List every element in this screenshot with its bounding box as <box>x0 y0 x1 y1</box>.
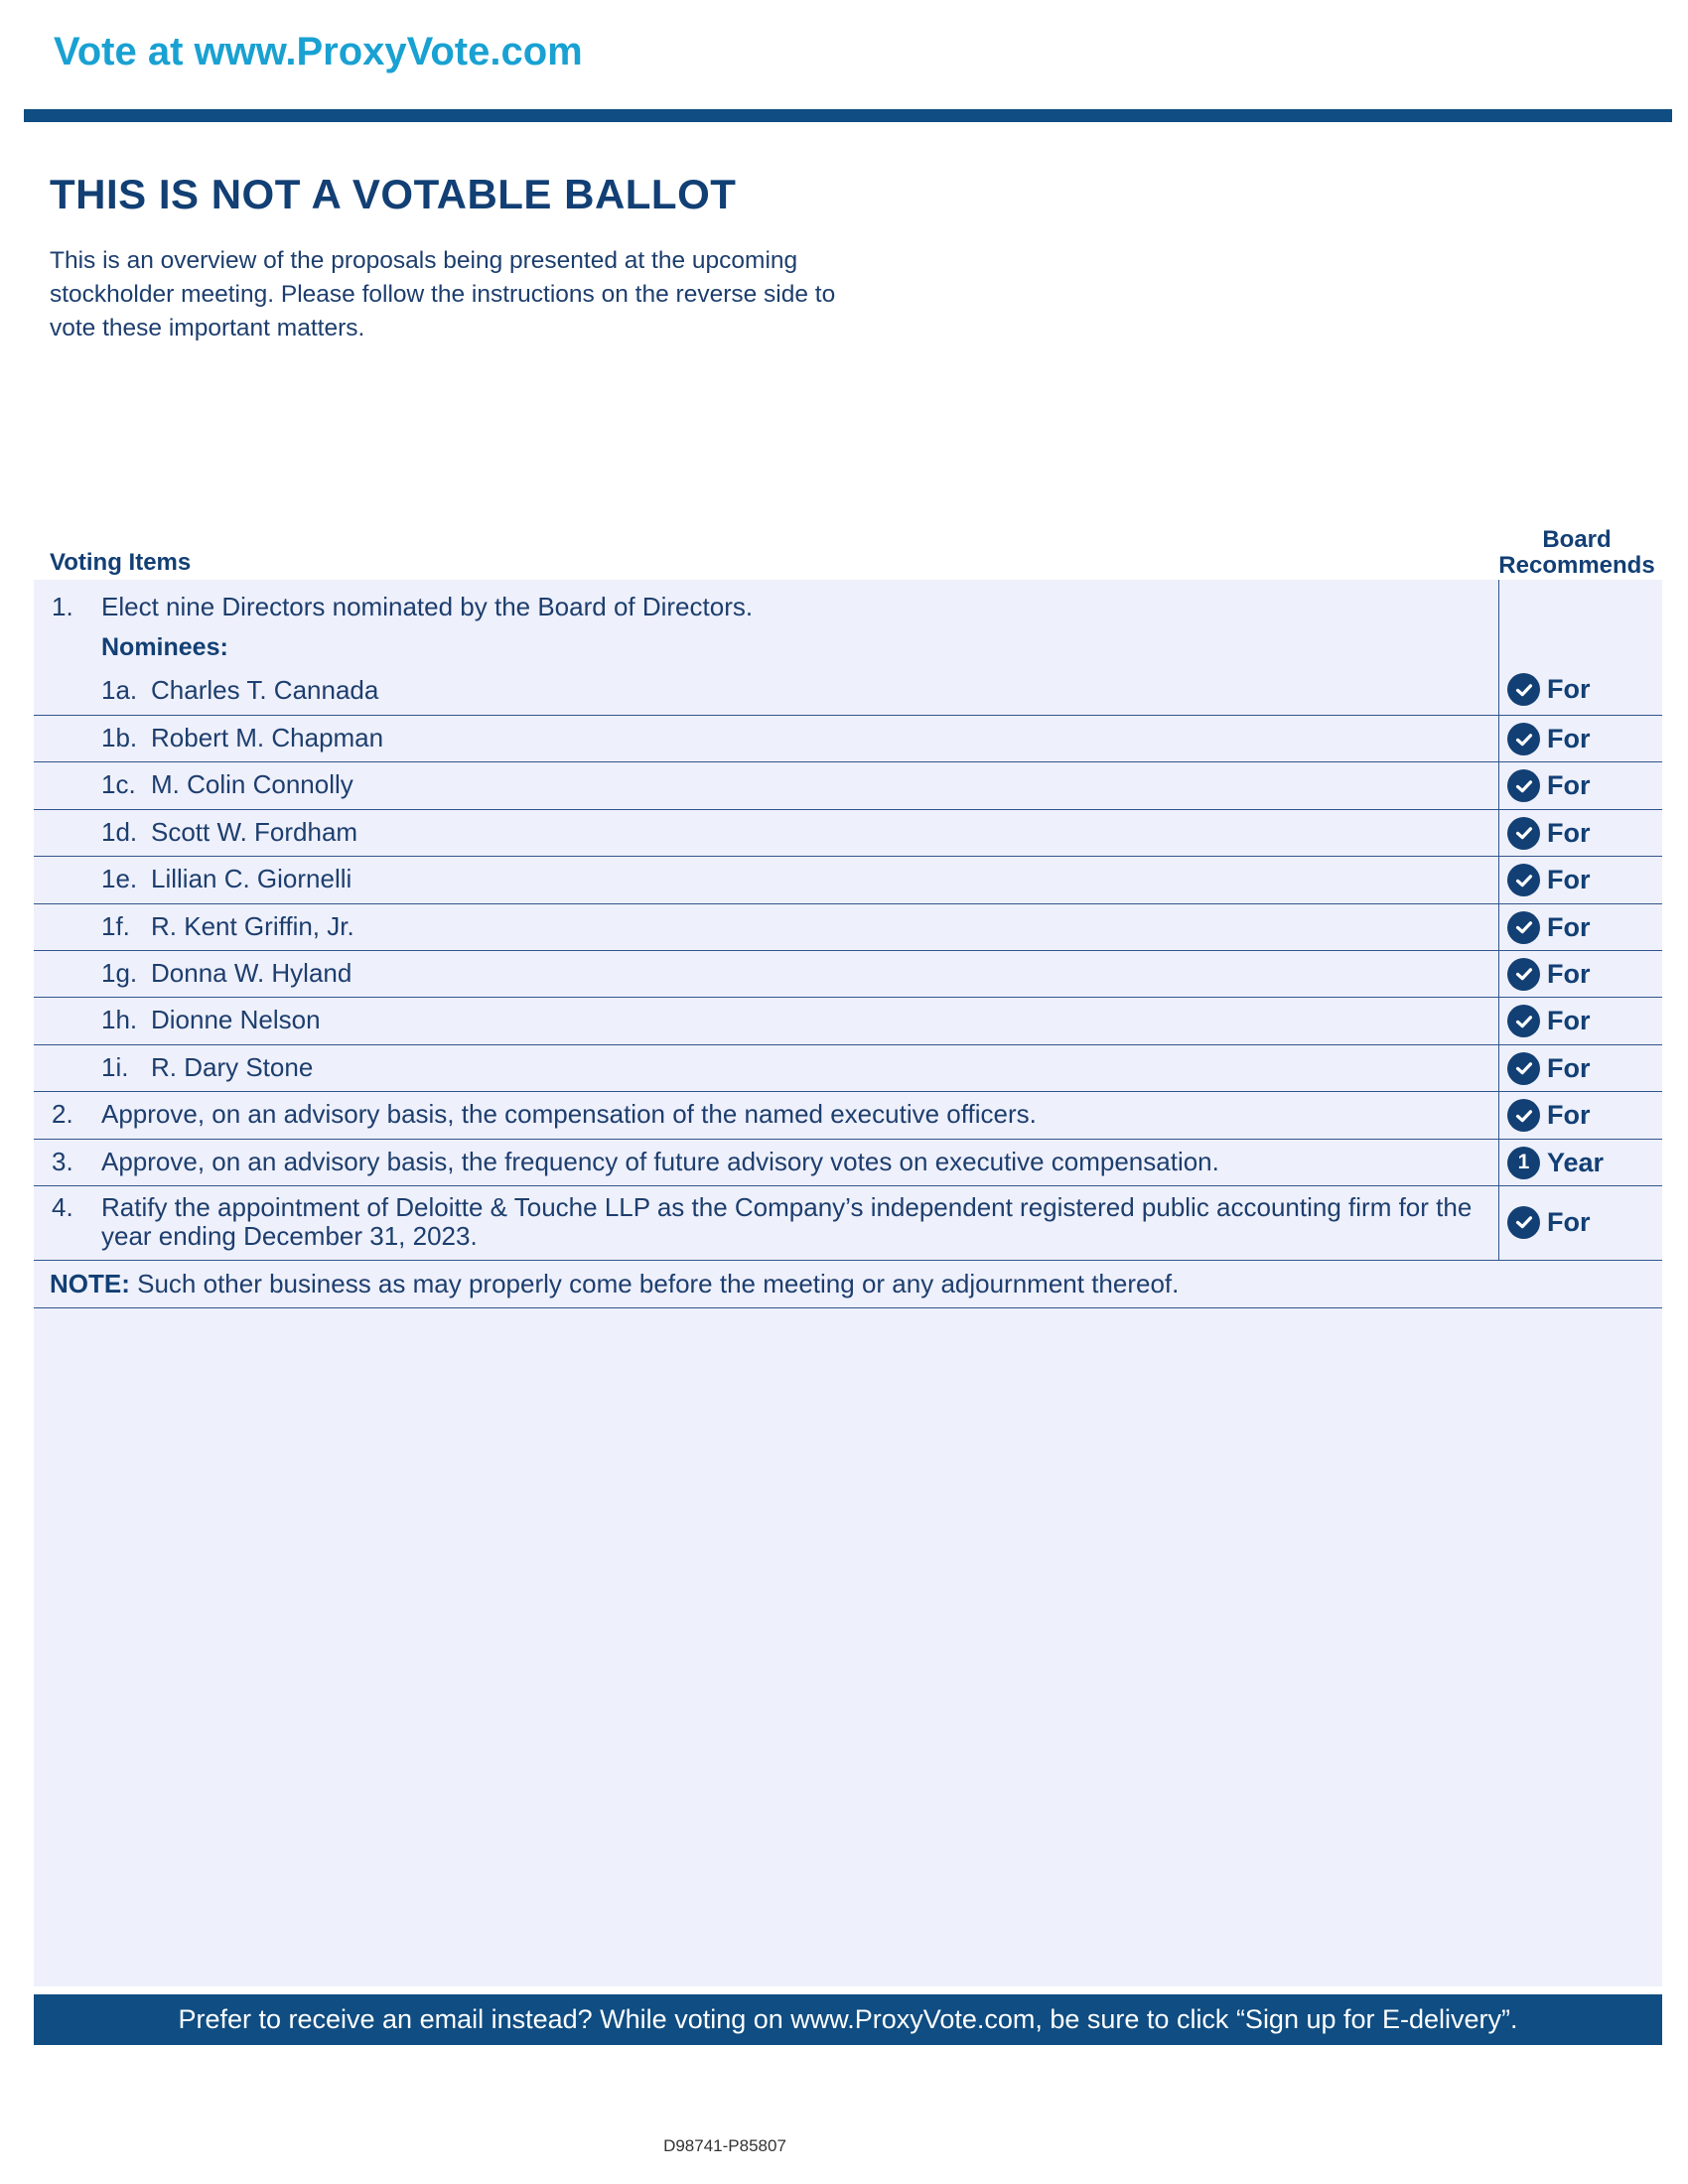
proposal-text: Elect nine Directors nominated by the Board of Directors. <box>101 592 754 621</box>
nominee-label: 1d. <box>101 816 138 847</box>
check-circle-icon <box>1507 1099 1540 1132</box>
nominee-label: 1b. <box>101 723 138 752</box>
proposal-text: Approve, on an advisory basis, the frequency of future advisory votes on executive compensation. <box>101 1146 1219 1176</box>
recommendation <box>1507 911 1591 944</box>
recommendation-label: For <box>1547 865 1591 895</box>
nominee-name: M. Colin Connolly <box>151 769 353 800</box>
nominee-label: 1e. <box>101 864 138 894</box>
nominee-label: 1h. <box>101 1005 138 1035</box>
recommendation <box>1507 817 1591 850</box>
proposal-text: Ratify the appointment of Deloitte & Touche LLP as the Company’s independent registered public accounting firm for the year ending December 31, 2023. <box>101 1191 1473 1251</box>
nominee-label: 1i. <box>101 1051 129 1082</box>
proposal-2-row <box>34 1092 1662 1139</box>
recommendation-label: For <box>1547 724 1591 753</box>
recommendation <box>1507 1206 1591 1239</box>
nominee-name: Dionne Nelson <box>151 1005 321 1035</box>
proposal-4-row <box>34 1186 1662 1261</box>
recommendation-label: For <box>1547 674 1591 704</box>
check-circle-icon <box>1507 723 1540 755</box>
recommendation <box>1507 723 1591 755</box>
nominee-label: 1f. <box>101 910 130 941</box>
edelivery-banner: Prefer to receive an email instead? While voting on www.ProxyVote.com, be sure to click “Sign up for E-delivery”. <box>34 1994 1662 2045</box>
recommendation-label: Year <box>1547 1147 1605 1177</box>
intro-paragraph: This is an overview of the proposals being presented at the upcoming stockholder meeting. Please follow the instructions on the reverse side to vote these important matters. <box>50 247 836 341</box>
nominee-label: 1g. <box>101 957 138 988</box>
nominee-name: Lillian C. Giornelli <box>151 864 352 894</box>
nominee-name: R. Dary Stone <box>151 1051 314 1082</box>
check-circle-icon <box>1507 817 1540 850</box>
nominee-label: 1c. <box>101 769 136 800</box>
nominee-row <box>34 810 1662 857</box>
nominee-row <box>34 998 1662 1044</box>
recommendation-label: For <box>1547 817 1591 848</box>
note-text: Such other business as may properly come before the meeting or any adjournment thereof. <box>137 1268 1180 1298</box>
voting-items-table <box>34 580 1662 1308</box>
recommendation-label: For <box>1547 1206 1591 1237</box>
nominee-label: 1a. <box>101 675 138 705</box>
vote-url-heading: Vote at www.ProxyVote.com <box>54 30 583 73</box>
nominee-row <box>34 904 1662 951</box>
recommendation <box>1507 1005 1591 1037</box>
nominee-row <box>34 857 1662 903</box>
voting-items-header: Voting Items <box>50 549 192 576</box>
note-row <box>34 1261 1662 1308</box>
number-one-icon: 1 <box>1507 1147 1540 1179</box>
nominee-name: Scott W. Fordham <box>151 816 358 847</box>
nominees-label: Nominees: <box>101 633 228 661</box>
proposal-text: Approve, on an advisory basis, the compensation of the named executive officers. <box>101 1099 1037 1130</box>
check-circle-icon <box>1507 864 1540 896</box>
nominee-row <box>34 951 1662 998</box>
nominee-row <box>34 1045 1662 1092</box>
nominee-row <box>34 762 1662 809</box>
recommendation <box>1507 958 1591 991</box>
recommendation-label: For <box>1547 1052 1591 1083</box>
recommendation <box>1507 1147 1604 1179</box>
recommendation-label: For <box>1547 911 1591 942</box>
nominee-name: Robert M. Chapman <box>151 723 384 752</box>
recommendation <box>1507 1099 1591 1132</box>
check-circle-icon <box>1507 1052 1540 1085</box>
recommendation <box>1507 769 1591 802</box>
proposal-number: 1. <box>52 592 73 621</box>
proposal-number: 3. <box>52 1146 73 1176</box>
recommendation-label: For <box>1547 958 1591 989</box>
proposal-3-row <box>34 1140 1662 1186</box>
control-code: D98741-P85807 <box>663 2136 786 2155</box>
nominee-name: Donna W. Hyland <box>151 957 352 988</box>
proposal-1-row <box>34 580 1662 716</box>
nominee-name: R. Kent Griffin, Jr. <box>151 910 354 941</box>
check-circle-icon <box>1507 769 1540 802</box>
page-title: THIS IS NOT A VOTABLE BALLOT <box>50 171 737 217</box>
recommendation-label: For <box>1547 770 1591 801</box>
note-label: NOTE: <box>50 1268 130 1298</box>
check-circle-icon <box>1507 911 1540 944</box>
check-circle-icon <box>1507 1206 1540 1239</box>
recommendation <box>1507 864 1591 896</box>
board-recommends-header: Board Recommends <box>1498 526 1655 579</box>
nominee-name: Charles T. Cannada <box>151 675 379 705</box>
check-circle-icon <box>1507 673 1540 706</box>
check-circle-icon <box>1507 958 1540 991</box>
check-circle-icon <box>1507 1005 1540 1037</box>
voting-items-panel <box>34 580 1662 1986</box>
recommendation-label: For <box>1547 1100 1591 1131</box>
proposal-number: 4. <box>52 1191 73 1222</box>
recommendation <box>1507 1052 1591 1085</box>
recommendation <box>1507 673 1591 706</box>
proposal-number: 2. <box>52 1099 73 1130</box>
recommendation-label: For <box>1547 1006 1591 1036</box>
top-divider <box>24 109 1672 122</box>
nominee-row <box>34 716 1662 762</box>
